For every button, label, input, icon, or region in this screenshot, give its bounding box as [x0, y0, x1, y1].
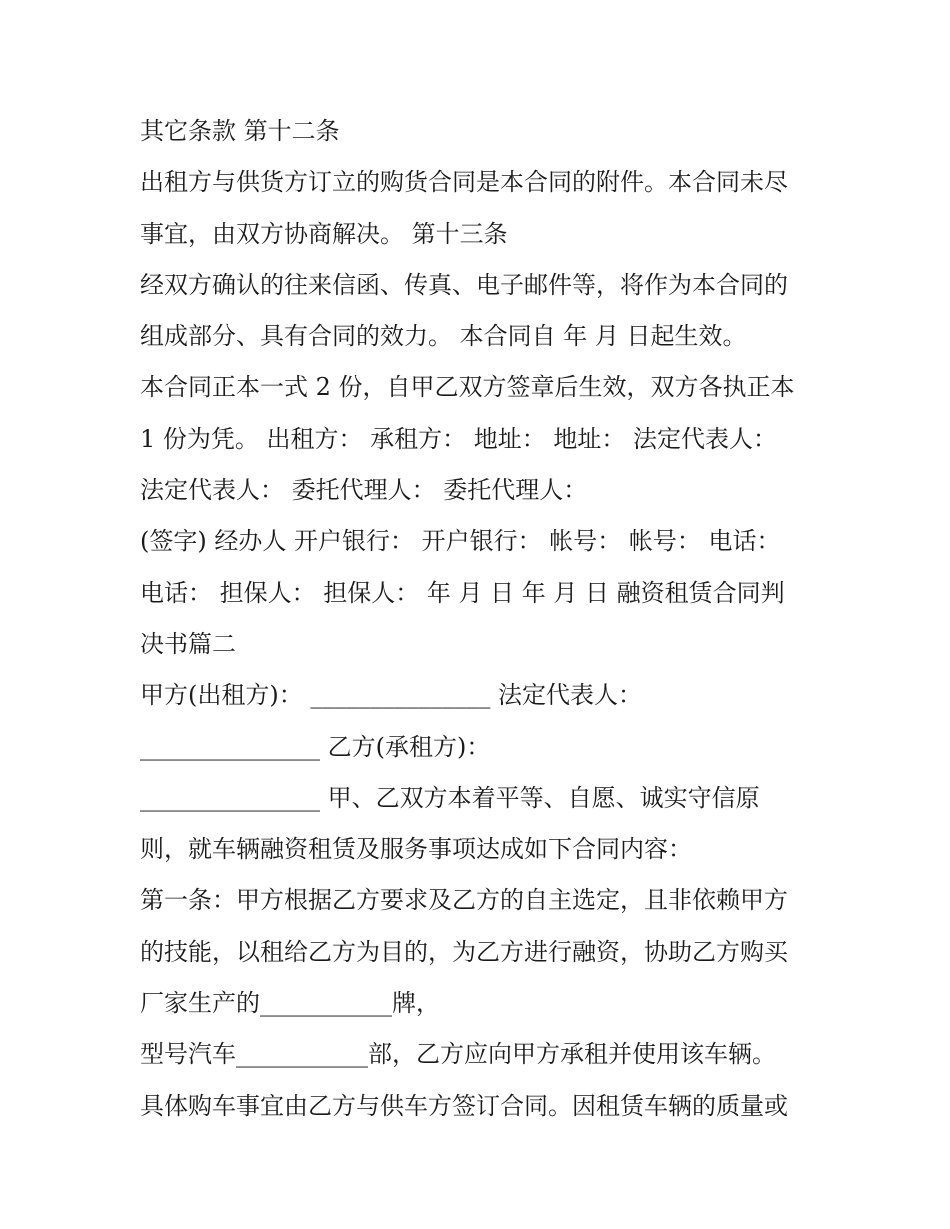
text-line: _______________ 乙方(承租方)：: [140, 732, 491, 761]
text-line: 其它条款 第十二条: [140, 117, 340, 145]
text-line: 决书篇二: [140, 629, 236, 658]
text-line: 第一条：甲方根据乙方要求及乙方的自主选定，且非依赖甲方: [140, 886, 788, 915]
text-line: 本合同正本一式 2 份，自甲乙双方签章后生效，双方各执正本: [140, 373, 795, 402]
text-line: 的技能，以租给乙方为目的，为乙方进行融资，协助乙方购买: [140, 937, 788, 966]
text-line: 组成部分、具有合同的效力。 本合同自 年 月 日起生效。: [140, 322, 747, 351]
document-body: [140, 106, 830, 1132]
text-line: 出租方与供货方订立的购货合同是本合同的附件。本合同未尽: [140, 168, 788, 197]
text-line: 经双方确认的往来信函、传真、电子邮件等，将作为本合同的: [140, 270, 788, 299]
text-line: 1 份为凭。 出租方： 承租方： 地址： 地址： 法定代表人：: [140, 424, 778, 453]
text-line: 厂家生产的___________牌，: [140, 989, 440, 1018]
text-line: 型号汽车___________部，乙方应向甲方承租并使用该车辆。: [140, 1040, 776, 1069]
text-line: (签字) 经办人 开户银行： 开户银行： 帐号： 帐号： 电话：: [140, 527, 781, 556]
text-line: 事宜，由双方协商解决。 第十三条: [140, 219, 508, 248]
text-line: 电话： 担保人： 担保人： 年 月 日 年 月 日 融资租赁合同判: [140, 578, 785, 607]
text-line: 甲方(出租方)： _______________ 法定代表人：: [140, 681, 642, 710]
text-line: 具体购车事宜由乙方与供车方签订合同。因租赁车辆的质量或: [140, 1091, 788, 1120]
text-line: 则，就车辆融资租赁及服务事项达成如下合同内容：: [140, 835, 692, 864]
text-line: 法定代表人： 委托代理人： 委托代理人：: [140, 476, 588, 505]
text-line: _______________ 甲、乙双方本着平等、自愿、诚实守信原: [140, 783, 760, 812]
